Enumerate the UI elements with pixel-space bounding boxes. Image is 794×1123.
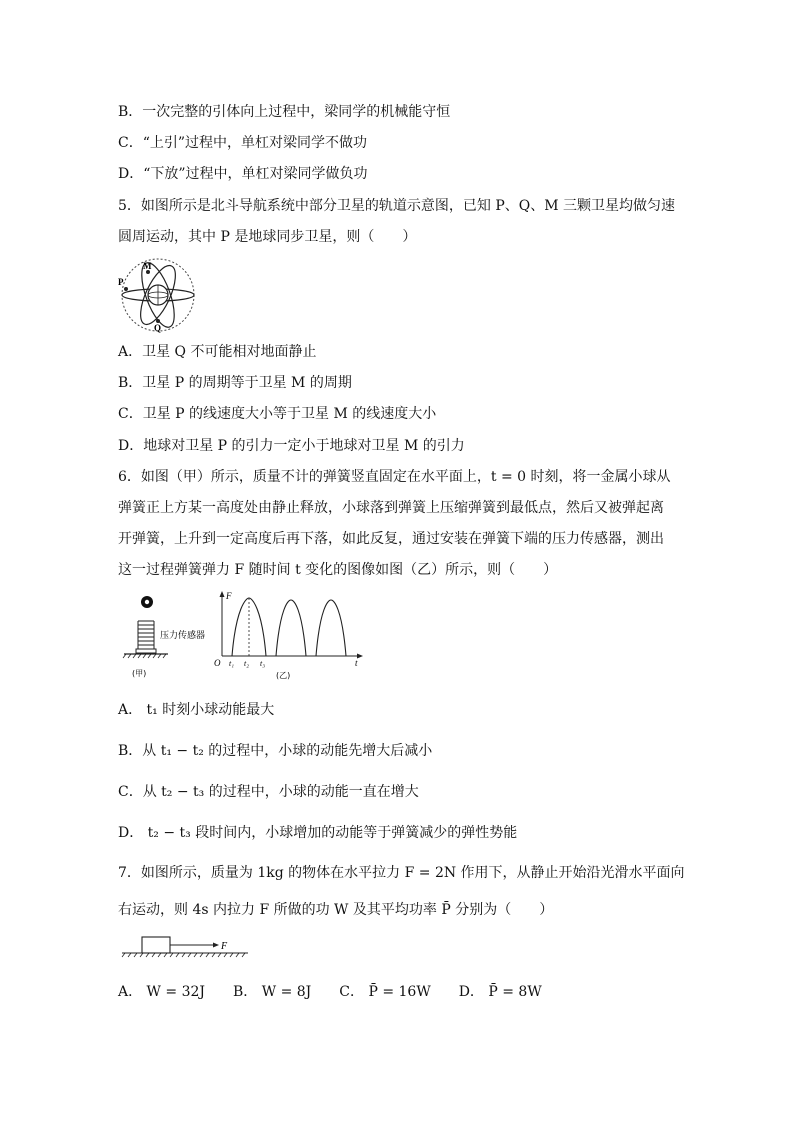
label-q: Q [154,323,162,333]
q5-stem-line-2: 圆周运动，其中 P 是地球同步卫星，则（ ） [118,229,417,245]
label-p: P [118,277,124,287]
spring-sensor-figure [118,588,373,683]
tick-t1: t₁ [229,659,235,668]
block [142,937,170,953]
caption-yi: (乙) [276,671,291,680]
q6-option-a: A． t₁ 时刻小球动能最大 [118,702,275,718]
q6-stem-line-3: 开弹簧，上升到一定高度后再下落，如此反复，通过安装在弹簧下端的压力传感器，测出 [118,531,664,547]
tick-t3: t₃ [260,659,266,668]
force-pulse-3 [316,600,346,656]
sensor-label: 压力传感器 [160,631,206,641]
axis-label-f: F [226,591,232,601]
q6-option-d: D． t₂ − t₃ 段时间内，小球增加的动能等于弹簧减少的弹性势能 [118,825,518,841]
satellite-orbit-figure [118,255,204,333]
q5-option-c: C．卫星 P 的线速度大小等于卫星 M 的线速度大小 [118,406,437,422]
caption-jia: (甲) [132,669,147,678]
force-pulse-2 [276,600,306,656]
force-label: F [221,941,228,952]
q4-option-b: B．一次完整的引体向上过程中，梁同学的机械能守恒 [118,104,451,120]
q6-option-b: B．从 t₁ − t₂ 的过程中，小球的动能先增大后减小 [118,743,433,759]
block-force-figure [118,932,258,964]
spring [138,621,154,649]
q6-stem-line-2: 弹簧正上方某一高度处由静止释放，小球落到弹簧上压缩弹簧到最低点，然后又被弹起离 [118,500,664,516]
q5-option-a: A．卫星 Q 不可能相对地面静止 [118,344,317,360]
q5-option-d: D．地球对卫星 P 的引力一定小于地球对卫星 M 的引力 [118,438,465,454]
q4-option-c: C．“上引”过程中，单杠对梁同学不做功 [118,135,368,151]
pressure-sensor [136,649,156,653]
q7-options: A． W = 32J B． W = 8J C． P̄ = 16W D． P̄ = 8W [118,984,542,1000]
q7-stem-line-1: 7．如图所示，质量为 1kg 的物体在水平拉力 F = 2N 作用下，从静止开始沿光滑水平面向 [118,865,685,881]
axis-label-t: t [355,658,358,668]
label-m: M [143,261,152,271]
origin-label: O [214,658,221,668]
tick-t2: t₂ [244,659,250,668]
q5-option-b: B．卫星 P 的周期等于卫星 M 的周期 [118,375,352,391]
q5-stem-line-1: 5．如图所示是北斗导航系统中部分卫星的轨道示意图，已知 P、Q、M 三颗卫星均做匀速 [118,198,676,214]
surface-hatch [122,953,245,957]
q6-option-c: C．从 t₂ − t₃ 的过程中，小球的动能一直在增大 [118,784,419,800]
q6-stem-line-1: 6．如图（甲）所示，质量不计的弹簧竖直固定在水平面上，t = 0 时刻，将一金属小球从 [118,469,671,485]
q6-stem-line-4: 这一过程弹簧弹力 F 随时间 t 变化的图像如图（乙）所示，则（ ） [118,562,558,578]
satellite-p [124,287,128,291]
q7-stem-line-2: 右运动，则 4s 内拉力 F 所做的功 W 及其平均功率 P̄ 分别为（ ） [118,902,554,918]
q4-option-d: D．“下放”过程中，单杠对梁同学做负功 [118,166,368,182]
